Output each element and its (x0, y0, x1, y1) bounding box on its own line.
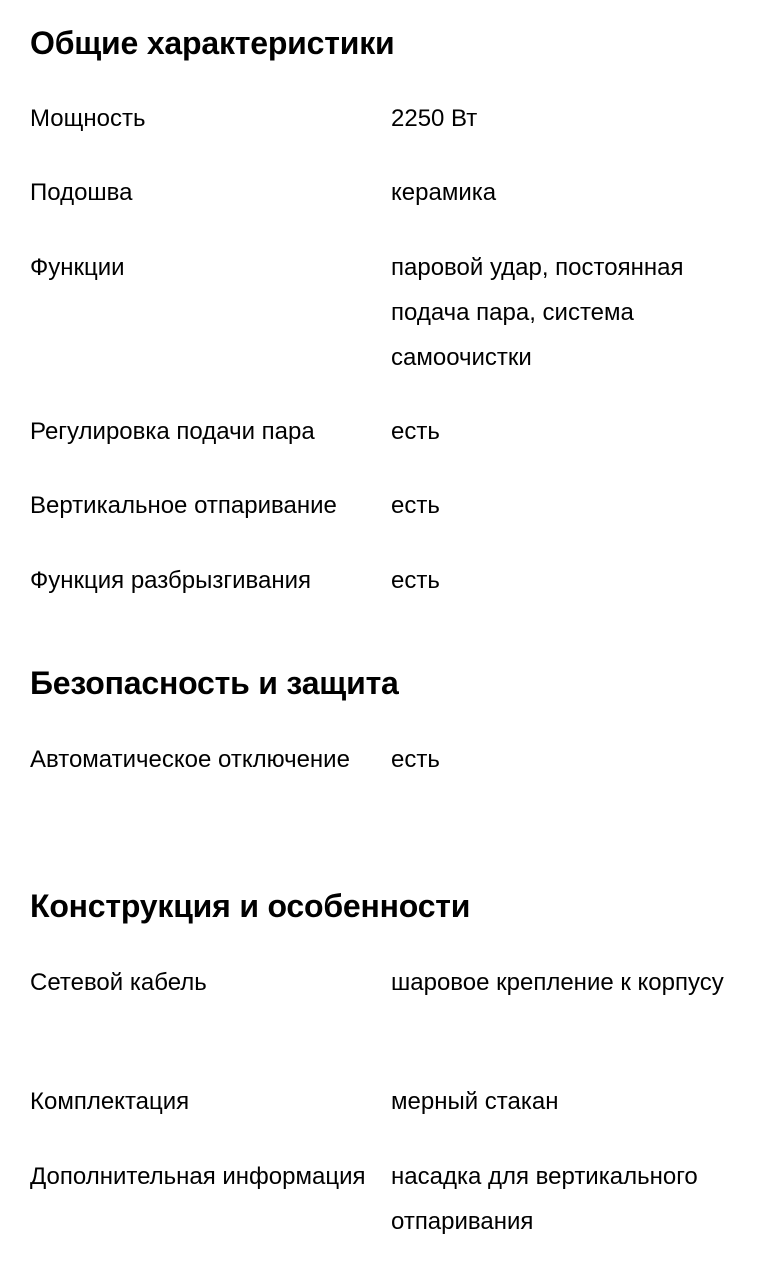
spec-label: Регулировка подачи пара (30, 418, 315, 445)
spec-value: насадка для вертикального отпаривания (391, 1163, 698, 1235)
section-title-general: Общие характеристики (30, 25, 395, 61)
spec-label: Функция разбрызгивания (30, 567, 311, 594)
spec-value: 2250 Вт (391, 105, 478, 132)
spec-value: есть (391, 492, 440, 519)
spec-value: есть (391, 746, 440, 773)
spec-value: есть (391, 567, 440, 594)
spec-value: мерный стакан (391, 1088, 559, 1115)
spec-label: Комплектация (30, 1088, 190, 1115)
spec-value: паровой удар, постоянная подача пара, система самоочистки (391, 254, 684, 371)
spec-label: Дополнительная информация (30, 1163, 366, 1190)
section-title-safety: Безопасность и защита (30, 665, 399, 701)
section-title-design: Конструкция и особенности (30, 888, 471, 924)
spec-value: шаровое крепление к корпусу (391, 969, 724, 996)
spec-label: Мощность (30, 105, 146, 132)
spec-value: керамика (391, 179, 497, 206)
spec-label: Сетевой кабель (30, 969, 207, 996)
spec-label: Подошва (30, 179, 133, 206)
spec-label: Автоматическое отключение (30, 746, 350, 773)
spec-label: Функции (30, 254, 125, 281)
spec-value: есть (391, 418, 440, 445)
spec-label: Вертикальное отпаривание (30, 492, 337, 519)
